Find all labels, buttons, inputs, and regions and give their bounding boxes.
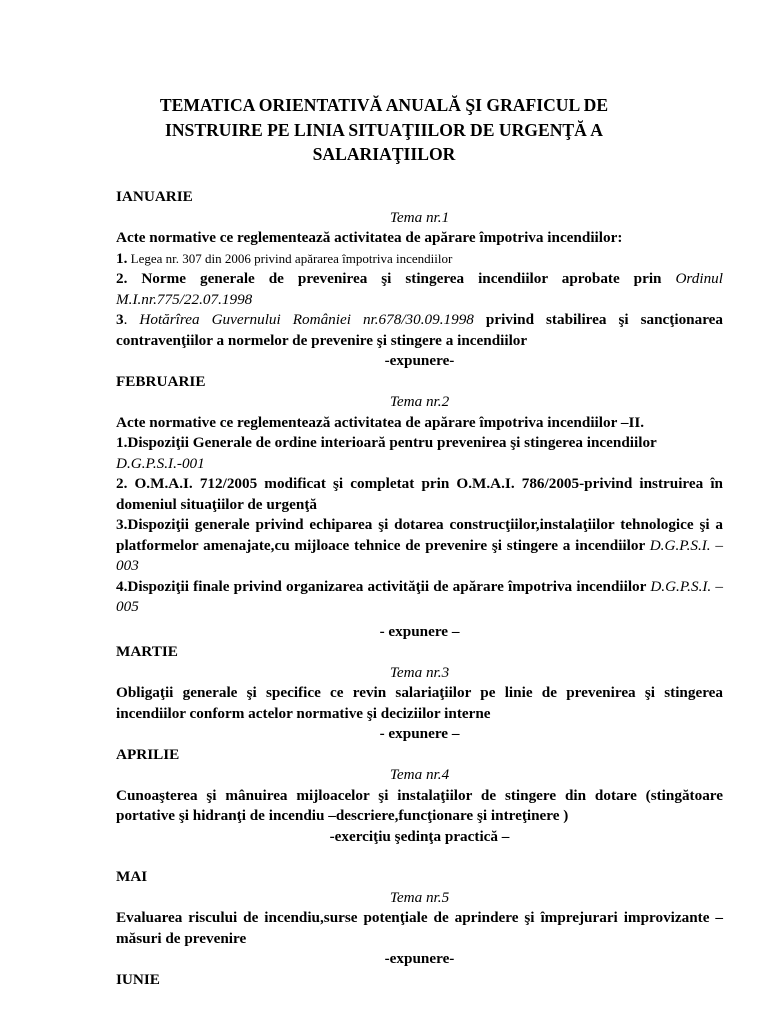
item-text: 2. Norme generale de prevenirea şi stingerea incendiilor aprobate prin <box>116 270 676 287</box>
section-mai <box>116 867 723 970</box>
item-reference: D.G.P.S.I.-001 <box>116 454 205 472</box>
item-reference: Hotărîrea Guvernului României nr.678/30.09.1998 <box>139 311 474 328</box>
item-dot: . <box>123 311 140 328</box>
month-heading: IUNIE <box>116 970 160 988</box>
section-martie <box>116 642 723 745</box>
tema-intro <box>116 413 723 434</box>
list-item <box>116 310 723 351</box>
section-aprilie <box>116 745 723 848</box>
list-item <box>116 433 723 474</box>
list-item <box>116 269 723 310</box>
title-line-2: INSTRUIRE PE LINIA SITUAŢIILOR DE URGENŢĂ A <box>165 119 603 140</box>
method-label: -expunere- <box>384 352 455 369</box>
document-title <box>100 93 668 167</box>
list-item <box>116 577 723 618</box>
item-text: privind stabilirea şi sancţionarea contravenţiilor a normelor de prevenire şi stingere a incendiilor <box>116 311 723 349</box>
list-item <box>116 515 723 577</box>
item-text: 4.Dispoziţii finale privind organizarea activităţii de apărare împotriva incendiilor <box>116 577 651 595</box>
tema-text: Evaluarea riscului de incendiu,surse potenţiale de aprindere şi împrejurari improvizante – măsuri de prevenire <box>116 909 723 947</box>
tema-text: Cunoaşterea şi mânuirea mijloacelor şi instalaţiilor de stingere din dotare (stingătoare portative şi hidranţi de incendiu –descriere,funcţionare şi intreţinere ) <box>116 786 723 824</box>
item-text: 3.Dispoziţii generale privind echiparea şi dotarea construcţiilor,instalaţiilor tehnologice şi a platformelor amenajate,cu mijloace tehnice de prevenire şi stingere a incendiilor <box>116 516 723 554</box>
document-body <box>116 187 723 990</box>
tema-label: Tema nr.4 <box>389 766 450 783</box>
tema-label: Tema nr.1 <box>389 208 450 226</box>
list-item: 2. O.M.A.I. 712/2005 modificat şi completat prin O.M.A.I. 786/2005-privind instruirea în domeniul situaţiilor de urgenţă <box>116 475 723 513</box>
month-heading: FEBRUARIE <box>116 372 206 390</box>
item-reference: Ordinul M.I.nr.775/22.07.1998 <box>116 270 723 308</box>
tema-intro: Acte normative ce reglementează activitatea de apărare împotriva incendiilor: <box>116 229 623 246</box>
item-text: Legea nr. 307 din 2006 privind apărarea împotriva incendiilor <box>127 250 453 266</box>
tema-text: Obligaţii generale şi specifice ce revin salariaţiilor pe linie de prevenirea şi stingerea incendiilor conform actelor normative şi deciziilor interne <box>116 684 723 722</box>
title-line-1: TEMATICA ORIENTATIVĂ ANUALĂ ŞI GRAFICUL DE <box>159 95 609 115</box>
month-heading: IANUARIE <box>116 188 193 205</box>
title-line-3: SALARIAŢIILOR <box>312 144 456 164</box>
item-number: 3 <box>116 311 124 328</box>
section-februarie <box>116 372 723 643</box>
month-heading: MAI <box>116 868 148 885</box>
intro-roman: II. <box>628 413 645 431</box>
section-iunie <box>116 970 723 991</box>
method-label: - expunere – <box>379 725 460 742</box>
method-label: -expunere- <box>384 950 455 967</box>
month-heading: APRILIE <box>116 745 180 763</box>
tema-label: Tema nr.3 <box>389 663 450 681</box>
item-text: 1.Dispoziţii Generale de ordine interioară pentru prevenirea şi stingerea incendiilor <box>116 434 657 451</box>
section-ianuarie <box>116 187 723 372</box>
method-label: -exerciţiu şedinţa practică – <box>329 827 510 845</box>
list-item <box>116 249 723 270</box>
item-reference: D.G.P.S.I. –003 <box>116 536 723 574</box>
month-heading: MARTIE <box>116 643 178 660</box>
tema-label: Tema nr.5 <box>389 888 450 906</box>
item-reference: D.G.P.S.I. –005 <box>116 577 724 615</box>
tema-label: Tema nr.2 <box>389 393 450 410</box>
item-number: 1. <box>116 249 128 267</box>
intro-text: Acte normative ce reglementează activitatea de apărare împotriva incendiilor – <box>116 413 629 431</box>
section-spacer <box>116 847 723 867</box>
method-label: - expunere – <box>379 622 460 640</box>
